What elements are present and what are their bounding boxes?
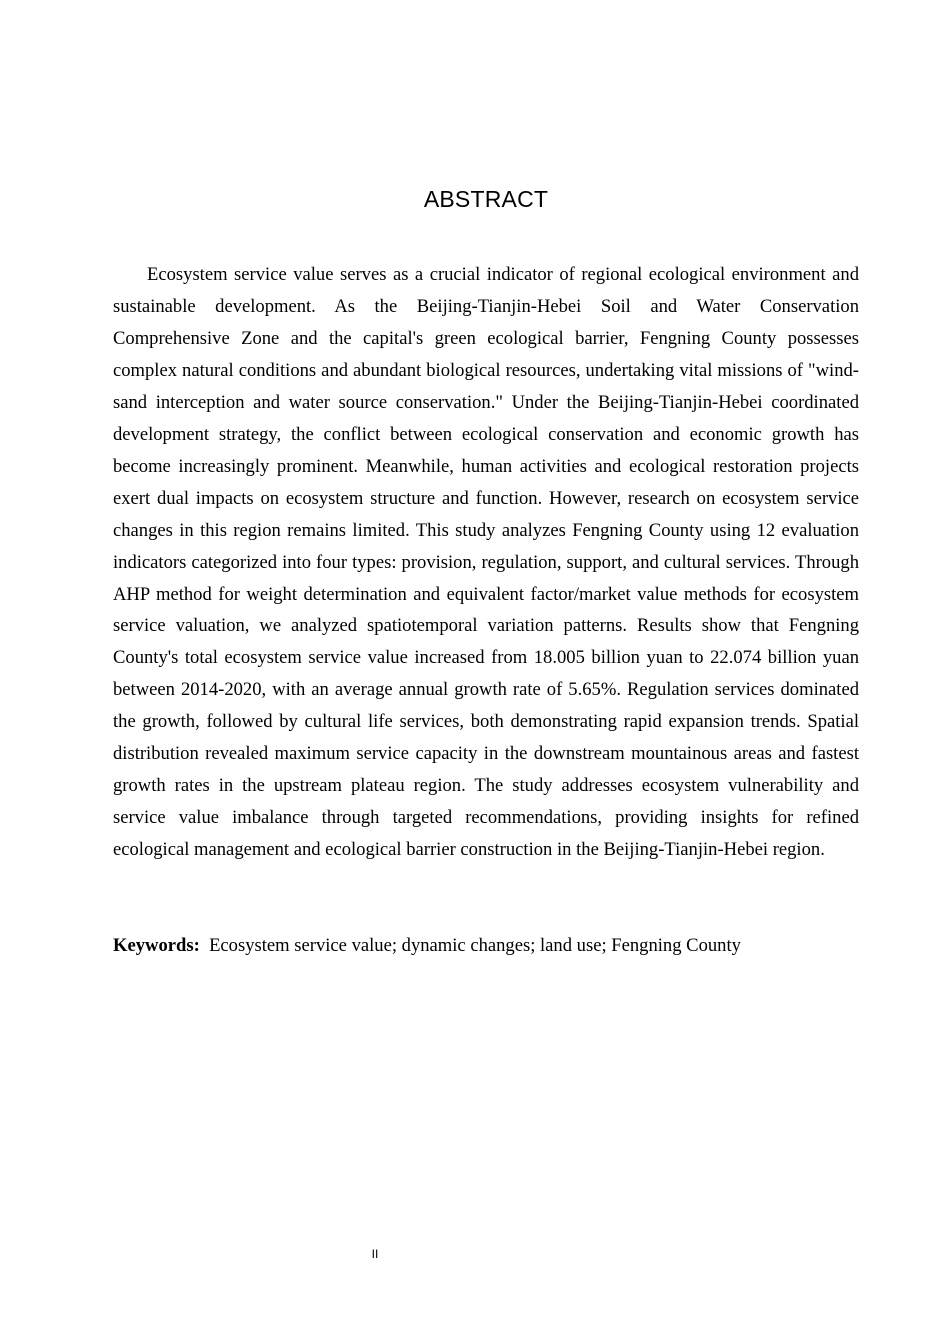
abstract-body: Ecosystem service value serves as a crucial indicator of regional ecological environment and sustainable development. As the Beijing-Tianjin-Hebei Soil and Water Conservation Comprehensive Zone and the capital's green ecological barrier, Fengning County possesses complex natural conditions and abundant biological resources, undertaking vital missions of "wind-sand interception and water source conservation." Under the Beijing-Tianjin-Hebei coordinated development strategy, the conflict between ecological conservation and economic growth has become increasingly prominent. Meanwhile, human activities and ecological restoration projects exert dual impacts on ecosystem structure and function. However, research on ecosystem service changes in this region remains limited. This study analyzes Fengning County using 12 evaluation indicators categorized into four types: provision, regulation, support, and cultural services. Through AHP method for weight determination and equivalent factor/market value methods for ecosystem service valuation, we analyzed spatiotemporal variation patterns. Results show that Fengning County's total ecosystem service value increased from 18.005 billion yuan to 22.074 billion yuan between 2014-2020, with an average annual growth rate of 5.65%. Regulation services dominated the growth, followed by cultural life services, both demonstrating rapid expansion trends. Spatial distribution revealed maximum service capacity in the downstream mountainous areas and fastest growth rates in the upstream plateau region. The study addresses ecosystem vulnerability and service value imbalance through targeted recommendations, providing insights for refined ecological management and ecological barrier construction in the Beijing-Tianjin-Hebei region.: [113, 264, 859, 861]
keywords-text: Ecosystem service value; dynamic changes; land use; Fengning County: [209, 935, 741, 956]
page-number: II: [371, 1247, 379, 1261]
abstract-title: ABSTRACT: [423, 186, 549, 212]
keywords-line: [113, 930, 859, 961]
keywords-label: Keywords:: [113, 935, 200, 956]
